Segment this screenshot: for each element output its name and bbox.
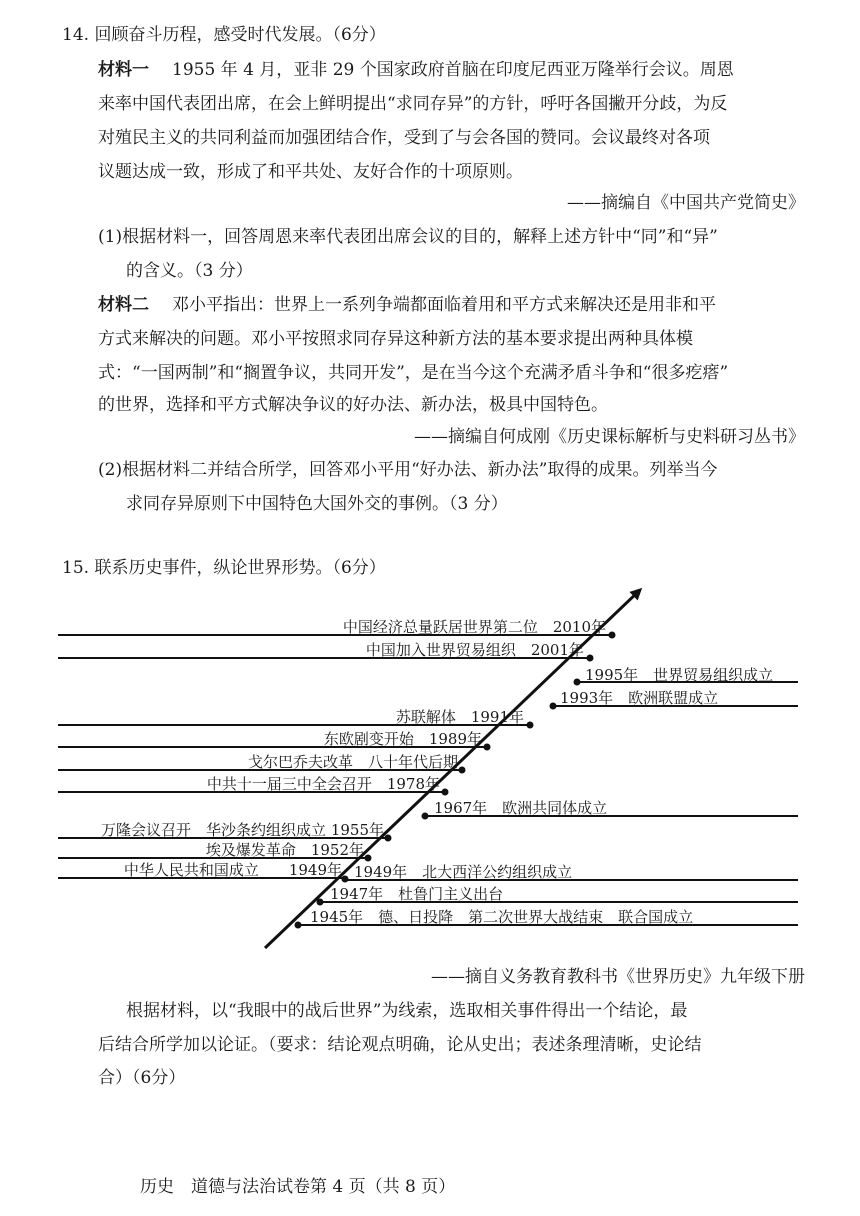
sub-question-2: (2)根据材料二并结合所学，回答邓小平用“好办法、新办法”取得的成果。列举当今 [98, 460, 718, 480]
sub-question-1: (1)根据材料一，回答周恩来率代表团出席会议的目的，解释上述方针中“同”和“异” [98, 227, 718, 247]
timeline-dot [609, 632, 616, 639]
timeline-dot [295, 922, 302, 929]
timeline-source: ——摘自义务教育教科书《世界历史》九年级下册 [431, 967, 805, 987]
timeline-dot [459, 767, 466, 774]
material-1-line: 来率中国代表团出席，在会上鲜明提出“求同存异”的方针，呼吁各国撇开分歧，为反 [98, 94, 728, 114]
timeline-event: 中华人民共和国成立 1949年 [123, 861, 342, 879]
sub-question-1-cont: 的含义。（3 分） [126, 261, 253, 281]
timeline-event: 1945年 德、日投降 第二次世界大战结束 联合国成立 [310, 908, 694, 926]
q15-title: 15. 联系历史事件，纵论世界形势。（6分） [62, 558, 386, 578]
sub-question-2-cont: 求同存异原则下中国特色大国外交的事例。（3 分） [126, 494, 508, 514]
timeline-event: 1967年 欧洲共同体成立 [434, 799, 608, 817]
timeline-dot [422, 813, 429, 820]
timeline-event: 1993年 欧洲联盟成立 [560, 689, 719, 707]
material-2-line: 邓小平指出：世界上一系列争端都面临着用和平方式来解决还是用非和平 [172, 295, 716, 315]
material-2-line: 的世界，选择和平方式解决争议的好办法、新办法，极具中国特色。 [98, 395, 608, 415]
timeline-event: 1947年 杜鲁门主义出台 [330, 885, 504, 903]
material-1-label: 材料一 [98, 60, 149, 80]
material-2-line: 方式来解决的问题。邓小平按照求同存异这种新方法的基本要求提出两种具体模 [98, 329, 693, 349]
timeline-event: 中国加入世界贸易组织 2001年 [365, 641, 584, 659]
timeline-dot [385, 835, 392, 842]
q15-task-line: 根据材料，以“我眼中的战后世界”为线索，选取相关事件得出一个结论，最 [126, 1001, 688, 1021]
timeline-event: 埃及爆发革命 1952年 [205, 841, 364, 859]
timeline-event: 1995年 世界贸易组织成立 [585, 666, 774, 684]
q14-title: 14. 回顾奋斗历程，感受时代发展。（6分） [62, 25, 386, 45]
material-1-line: 1955 年 4 月，亚非 29 个国家政府首脑在印度尼西亚万隆举行会议。周恩 [172, 60, 734, 80]
timeline-dot [550, 703, 557, 710]
material-1-line: 对殖民主义的共同利益而加强团结合作，受到了与会各国的赞同。会议最终对各项 [98, 128, 710, 148]
material-1-source: ——摘编自《中国共产党简史》 [567, 193, 805, 213]
page-footer: 历史 道德与法治试卷第 4 页（共 8 页） [140, 1177, 456, 1197]
q15-task-line: 后结合所学加以论证。（要求：结论观点明确，论从史出；表述条理清晰，史论结 [98, 1035, 702, 1055]
timeline-dot [527, 722, 534, 729]
material-1-line: 议题达成一致，形成了和平共处、友好合作的十项原则。 [98, 162, 523, 182]
timeline-event: 苏联解体 1991年 [395, 708, 524, 726]
timeline-event: 万隆会议召开 华沙条约组织成立 1955年 [101, 821, 384, 839]
timeline-event: 1949年 北大西洋公约组织成立 [354, 863, 573, 881]
timeline-dot [342, 876, 349, 883]
material-2-label: 材料二 [98, 295, 149, 315]
timeline-event: 中国经济总量跃居世界第二位 2010年 [342, 618, 606, 636]
material-2-line: 式：“一国两制”和“搁置争议，共同开发”，是在当今这个充满矛盾斗争和“很多疙瘩” [98, 363, 729, 383]
timeline-dot [442, 789, 449, 796]
q15-task-line: 合）（6分） [98, 1068, 186, 1088]
material-2-source: ——摘编自何成刚《历史课标解析与史料研习丛书》 [414, 427, 805, 447]
timeline-dot [587, 655, 594, 662]
timeline-dot [317, 899, 324, 906]
timeline-event: 中共十一届三中全会召开 1978年 [206, 775, 440, 793]
timeline-dot [484, 744, 491, 751]
timeline-event: 戈尔巴乔夫改革 八十年代后期 [247, 753, 458, 771]
timeline-event: 东欧剧变开始 1989年 [323, 730, 482, 748]
timeline-dot [574, 679, 581, 686]
